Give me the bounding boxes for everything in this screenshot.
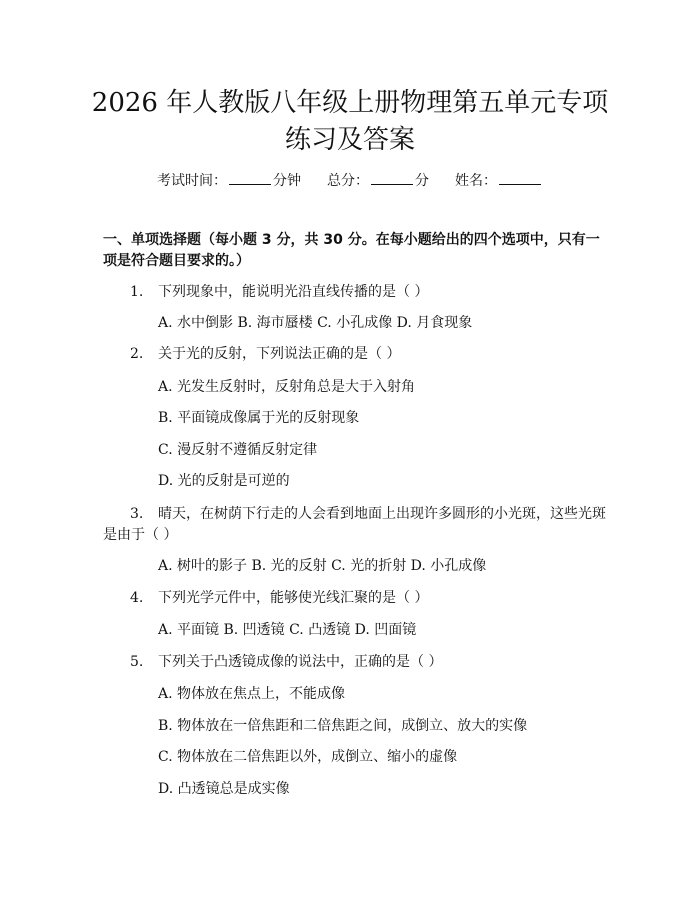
question-2-option-c: C. 漫反射不遵循反射定律 [158, 442, 318, 458]
student-name-field [455, 170, 543, 191]
question-2-option-a: A. 光发生反射时，反射角总是大于入射角 [158, 379, 416, 395]
total-score-field [327, 170, 429, 191]
total-score-blank [371, 170, 413, 185]
question-5-option-b: B. 物体放在一倍焦距和二倍焦距之间，成倒立、放大的实像 [158, 718, 528, 734]
question-5-option-d: D. 凸透镜总是成实像 [158, 781, 290, 797]
question-2-option-d: D. 光的反射是可逆的 [158, 473, 290, 489]
question-1-options: A. 水中倒影 B. 海市蜃楼 C. 小孔成像 D. 月食现象 [158, 315, 473, 331]
document-title-line-1: 2026 年人教版八年级上册物理第五单元专项 [91, 88, 609, 118]
question-stem: 关于光的反射，下列说法正确的是（ ） [158, 346, 401, 362]
exam-info-row [0, 170, 700, 191]
total-score-unit: 分 [415, 173, 429, 189]
question-stem: 下列现象中，能说明光沿直线传播的是（ ） [158, 284, 429, 300]
exam-time-label: 考试时间： [157, 173, 227, 189]
question-5-option-c: C. 物体放在二倍焦距以外，成倒立、缩小的虚像 [158, 749, 458, 765]
question-5 [130, 652, 442, 672]
question-number: 2. [130, 346, 144, 362]
question-3 [130, 504, 606, 524]
question-4 [130, 588, 428, 608]
total-score-label: 总分： [327, 173, 369, 189]
question-5-option-a: A. 物体放在焦点上，不能成像 [158, 686, 346, 702]
question-number: 1. [130, 284, 144, 300]
question-stem: 晴天，在树荫下行走的人会看到地面上出现许多圆形的小光斑，这些光斑 [158, 506, 606, 522]
document-title-line-2: 练习及答案 [284, 125, 415, 155]
question-2 [130, 344, 400, 364]
question-3-stem-continued: 是由于（ ） [103, 527, 178, 543]
question-1 [130, 282, 428, 302]
question-3-options: A. 树叶的影子 B. 光的反射 C. 光的折射 D. 小孔成像 [158, 558, 487, 574]
question-number: 3. [130, 506, 144, 522]
section-heading: 一、单项选择题（每小题 3 分，共 30 分。在每小题给出的四个选项中，只有一项是符合题目要求的。） [103, 232, 600, 269]
exam-time-field [157, 170, 301, 191]
question-4-options: A. 平面镜 B. 凹透镜 C. 凸透镜 D. 凹面镜 [158, 622, 417, 638]
question-2-option-b: B. 平面镜成像属于光的反射现象 [158, 410, 360, 426]
student-name-blank [499, 170, 541, 185]
question-number: 4. [130, 590, 144, 606]
question-stem: 下列光学元件中，能够使光线汇聚的是（ ） [158, 590, 429, 606]
student-name-label: 姓名： [455, 173, 497, 189]
question-number: 5. [130, 654, 144, 670]
exam-time-unit: 分钟 [273, 173, 301, 189]
question-stem: 下列关于凸透镜成像的说法中，正确的是（ ） [158, 654, 443, 670]
exam-time-blank [229, 170, 271, 185]
